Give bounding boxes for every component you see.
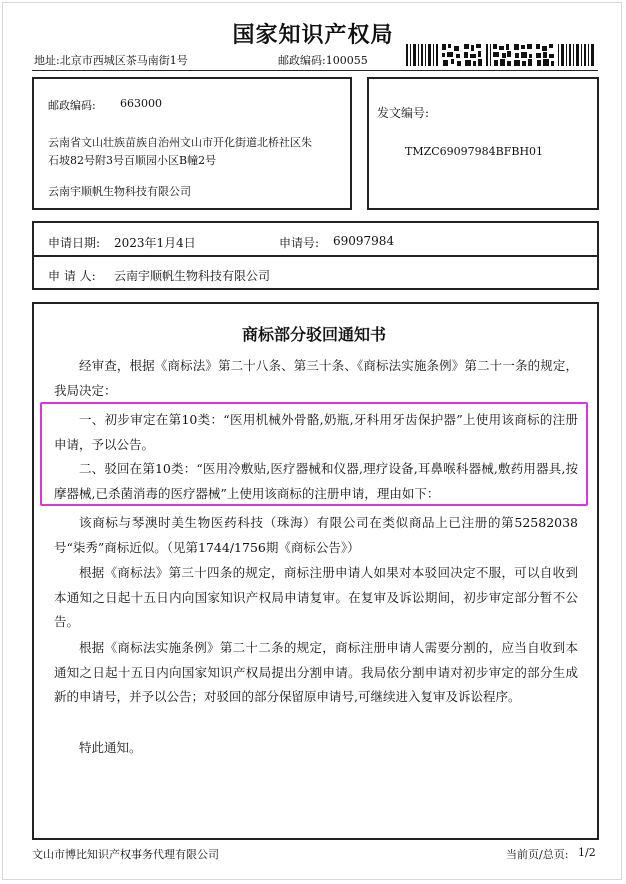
- dispatch-box: [367, 77, 599, 210]
- recipient-postcode-label: 邮政编码:: [48, 99, 96, 112]
- recipient-postcode: 663000: [120, 97, 162, 110]
- notice-title: 商标部分驳回通知书: [241, 325, 386, 344]
- recipient-address-line1: 云南省文山壮族苗族自治州文山市开化街道北桥社区朱: [48, 136, 312, 149]
- application-date-label: 申请日期:: [48, 236, 101, 250]
- recipient-address-line2: 石坡82号附3号百顺园小区B幢2号: [48, 154, 217, 167]
- recipient-box: [32, 77, 352, 210]
- recipient-company: 云南宇顺帆生物科技有限公司: [48, 185, 191, 198]
- notice-paragraph: 经审查，根据《商标法》第二十八条、第三十条、《商标法实施条例》第二十一条的规定，我局决定：: [54, 358, 578, 398]
- dispatch-number: TMZC69097984BFBH01: [405, 145, 544, 158]
- applicant-name: 云南宇顺帆生物科技有限公司: [114, 269, 271, 283]
- dispatch-number-label: 发文编号:: [377, 106, 430, 120]
- application-divider: [34, 255, 597, 257]
- application-number-label: 申请号:: [279, 236, 320, 250]
- office-title: 国家知识产权局: [232, 22, 394, 48]
- office-address: 地址:北京市西城区茶马南街1号: [34, 54, 188, 67]
- application-number: 69097984: [333, 234, 395, 248]
- notice-paragraph: 根据《商标法》第三十四条的规定，商标注册申请人如果对本驳回决定不服，可以自收到本通知之日起十五日内向国家知识产权局申请复审。在复审及诉讼期间，初步审定部分暂不公告。: [54, 565, 578, 629]
- notice-paragraph: 根据《商标法实施条例》第二十二条的规定，商标注册申请人需要分割的，应当自收到本通知之日起十五日内向国家知识产权局提出分割申请。我局依分割申请对初步审定的部分生成新的申请号，并予以公告；对驳回的部分保留原申请号,可继续进入复审及诉讼程序。: [54, 640, 578, 704]
- notice-paragraph: 特此通知。: [79, 740, 142, 755]
- highlight-annotation: [40, 402, 588, 506]
- footer-page-value: 1/2: [578, 846, 596, 859]
- application-box: [32, 221, 599, 290]
- notice-paragraph: 该商标与琴澳时美生物医药科技（珠海）有限公司在类似商品上已注册的第52582038号“柒秀”商标近似。（见第1744/1756期《商标公告》）: [54, 515, 578, 555]
- applicant-label: 申 请 人:: [48, 269, 96, 283]
- header-divider: [32, 70, 598, 71]
- notice-paragraph: 二、驳回在第10类：“医用冷敷贴,医疗器械和仪器,理疗设备,耳鼻喉科器械,敷药用器具,按摩器械,已杀菌消毒的医疗器械”上使用该商标的注册申请，理由如下：: [54, 461, 578, 501]
- footer-page-label: 当前页/总页:: [506, 848, 569, 861]
- footer-agency: 文山市博比知识产权事务代理有限公司: [32, 848, 219, 861]
- barcode-graphic: [406, 44, 596, 66]
- office-postcode: 邮政编码:100055: [278, 54, 368, 67]
- notice-paragraph: 一、初步审定在第10类：“医用机械外骨骼,奶瓶,牙科用牙齿保护器”上使用该商标的注册申请，予以公告。: [54, 412, 578, 452]
- application-date: 2023年1月4日: [114, 236, 196, 250]
